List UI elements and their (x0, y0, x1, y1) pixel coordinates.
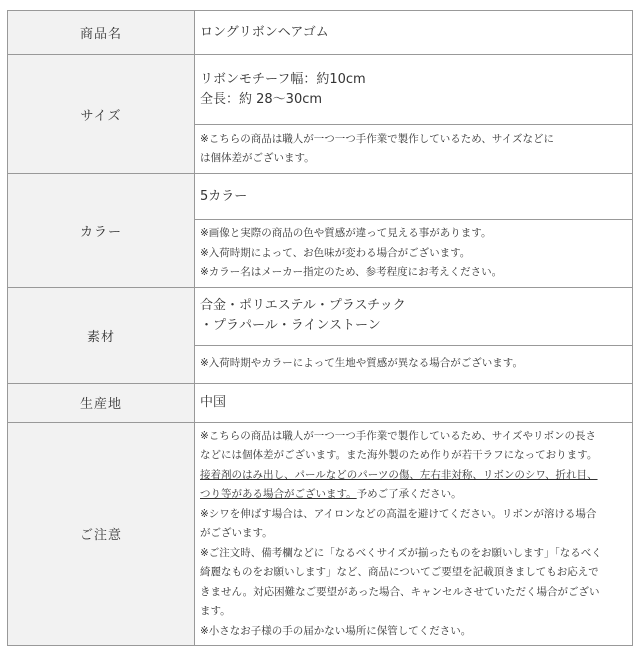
origin-value: 中国 (200, 394, 227, 410)
caution-line: ※ご注文時、備考欄などに「なるべくサイズが揃ったものをお願いします」「なるべく (200, 546, 602, 559)
color-note-line: ※画像と実際の商品の色や質感が違って見える事があります。 (200, 227, 492, 239)
size-note-line: ※こちらの商品は職人が一つ一つ手作業で製作しているため、サイズなどに (200, 132, 555, 145)
color-value: 5カラー (200, 188, 248, 204)
caution-line: ます。 (200, 605, 231, 617)
color-note-line: ※カラー名はメーカー指定のため、参考程度にお考えください。 (200, 266, 503, 278)
value-cell-product-name (195, 11, 633, 55)
value-cell-caution (195, 422, 633, 646)
row-color-main (8, 174, 633, 220)
caution-line: などには個体差がございます。また海外製のため作りが若干ラフになっております。 (200, 449, 598, 461)
product-spec-table (7, 10, 633, 646)
size-line: リボンモチーフ幅：約10cm (200, 71, 366, 87)
material-line: ・プラパール・ラインストーン (200, 318, 381, 333)
label-origin: 生産地 (8, 383, 195, 422)
value-cell-origin (195, 383, 633, 422)
note-cell-size (195, 125, 633, 174)
caution-line: きません。対応困難なご要望があった場合、キャンセルさせていただく場合がござい (200, 585, 600, 598)
value-cell-material (195, 287, 633, 345)
material-line: 合金・ポリエステル・プラスチック (200, 298, 406, 313)
row-material-main (8, 287, 633, 345)
caution-line-underlined: つり等がある場合がございます。 (200, 488, 357, 500)
row-origin (8, 383, 633, 422)
caution-line: ※こちらの商品は職人が一つ一つ手作業で製作しているため、サイズやリボンの長さ (200, 429, 597, 442)
label-product-name: 商品名 (8, 11, 195, 55)
value-cell-size (195, 55, 633, 125)
product-name-value: ロングリボンヘアゴム (200, 24, 329, 40)
color-note-line: ※入荷時期によって、お色味が変わる場合がございます。 (200, 246, 471, 259)
caution-line: 予めご了承ください。 (356, 488, 462, 500)
caution-line-underlined: 接着剤のはみ出し、パールなどのパーツの傷、左右非対称、リボンのシワ、折れ目、 (200, 468, 598, 481)
row-caution (8, 422, 633, 646)
value-cell-color (195, 174, 633, 220)
caution-line: ※シワを伸ばす場合は、アイロンなどの高温を避けてください。リボンが溶ける場合 (200, 507, 597, 520)
size-note-line: は個体差がございます。 (200, 152, 315, 164)
label-color: カラー (8, 174, 195, 288)
row-product-name (8, 11, 633, 55)
note-cell-color (195, 220, 633, 288)
label-size: サイズ (8, 55, 195, 174)
label-material: 素材 (8, 287, 195, 383)
row-size-main (8, 55, 633, 125)
label-caution: ご注意 (8, 422, 195, 646)
caution-line: ※小さなお子様の手の届かない場所に保管してください。 (200, 624, 472, 637)
material-note-line: ※入荷時期やカラーによって生地や質感が異なる場合がございます。 (200, 357, 523, 370)
note-cell-material (195, 345, 633, 383)
size-line: 全長：約 28〜30cm (200, 91, 323, 107)
caution-line: がございます。 (200, 527, 273, 539)
caution-line: 綺麗なものをお願いします」など、商品についてご要望を記載頂きましてもお応えで (200, 566, 599, 578)
